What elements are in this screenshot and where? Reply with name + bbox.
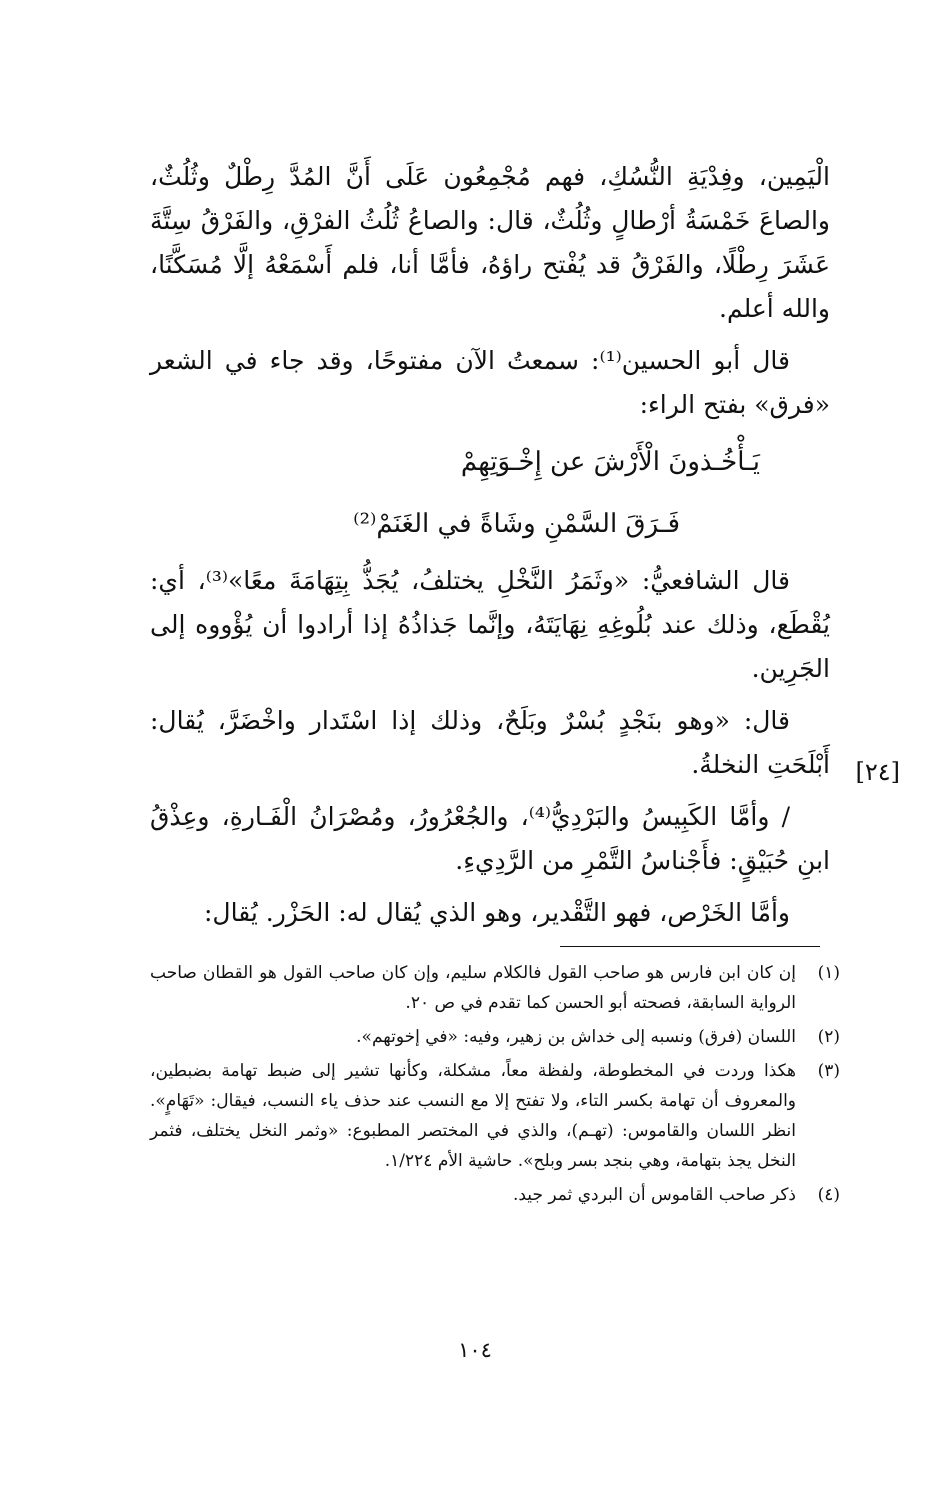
paragraph-3: قال الشافعيُّ: «وثَمَرُ النَّخْلِ يختلفُ، يُجَذُّ بِتِهَامَةَ معًا»⁽³⁾، أي: يُقْطَع، وذلك عند بُلُوغِهِ نِهَايَتَهُ، وإنَّما جَذاذُهُ إذا أرادوا أن يُؤْووه إلى الجَرِين.	[150, 566, 830, 683]
footnote-divider	[560, 946, 820, 947]
footnote-3	[150, 1056, 840, 1176]
footnote-number: (٤)	[817, 1185, 840, 1205]
footnote-4	[150, 1180, 840, 1210]
paragraph-4: قال: «وهو بنَجْدٍ بُسْرٌ وبَلَحٌ، وذلك إذا اسْتَدار واخْضَرَّ، يُقال: أَبْلَحَتِ النخلةُ.	[150, 706, 830, 779]
footnote-text: هكذا وردت في المخطوطة، ولفظة معاً، مشكلة، وكأنها تشير إلى ضبط تهامة بضبطين، والمعروف أن تهامة بكسر التاء، ولا تفتح إلا مع النسب عند حذف ياء النسب، فيقال: «تَهَامٍ». انظر اللسان والقاموس: (تهـم)، والذي في المختصر المطبوع: «وثمر النخل يختلف، فثمر النخل يجذ بتهامة، وهي بنجد بسر وبلح». حاشية الأم ١/٢٢٤.	[150, 1061, 796, 1171]
footnote-2	[150, 1022, 840, 1052]
main-text	[150, 155, 830, 943]
footnote-text: اللسان (فرق) ونسبه إلى خداش بن زهير، وفيه: «في إخوتهم».	[356, 1027, 796, 1047]
paragraph-6: وأمَّا الخَرْص، فهو التَّقْدير، وهو الذي يُقال له: الحَزْر. يُقال:	[204, 898, 790, 927]
footnote-number: (٣)	[817, 1061, 840, 1081]
paragraph-1: الْيَمِين، وفِدْيَةِ النُّسُكِ، فهم مُجْمِعُون عَلَى أَنَّ المُدَّ رِطْلٌ وثُلُثٌ، والصاعَ خَمْسَةُ أرْطالٍ وثُلُثٌ، قال: والصاعُ ثُلُثُ الفرْقِ، والفَرْقُ سِتَّةَ عَشَرَ رِطْلًا، والفَرْقُ قد يُفْتح راؤهُ، فأمَّا أنا، فلم أَسْمَعْهُ إلَّا مُسَكَّنًا، والله أعلم.	[150, 162, 830, 323]
paragraph-2: قال أبو الحسين⁽¹⁾: سمعتُ الآن مفتوحًا، وقد جاء في الشعر «فرق» بفتح الراء:	[150, 346, 830, 419]
footnote-number: (١)	[817, 963, 840, 983]
footnote-1	[150, 958, 840, 1018]
page-number: ١٠٤	[458, 1338, 492, 1362]
manuscript-page-ref: [٢٤]	[855, 758, 900, 786]
footnote-number: (٢)	[817, 1027, 840, 1047]
verse-line-2: فَـرَقَ السَّمْنِ وشَاةً في الغَنَمْ⁽²⁾	[353, 509, 680, 539]
footnote-text: إن كان ابن فارس هو صاحب القول فالكلام سليم، وإن كان صاحب القول هو القطان صاحب الرواية السابقة، فصحته أبو الحسن كما تقدم في ص ٢٠.	[150, 963, 796, 1013]
footnote-text: ذكر صاحب القاموس أن البردي ثمر جيد.	[512, 1185, 796, 1205]
paragraph-5: / وأمَّا الكَبِيسُ والبَرْدِيُّ⁽⁴⁾، والجُعْرُورُ، ومُصْرَانُ الْفَـارةِ، وعِذْقُ ابنِ حُبَيْقٍ: فأَجْناسُ التَّمْرِ من الرَّدِيءِ.	[150, 802, 830, 875]
verse-line-1: يَـأْخُـذونَ الْأَرْشَ عن إِخْـوَتِهِمْ	[460, 447, 760, 477]
footnotes	[150, 958, 840, 1214]
